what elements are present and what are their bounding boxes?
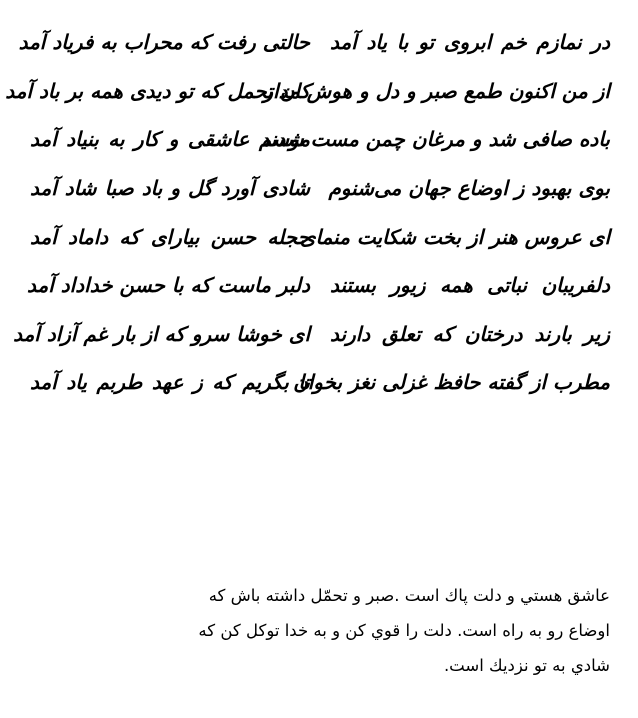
second-hemistich: کان تحمل که تو دیدی همه بر باد آمد [5, 78, 310, 103]
first-hemistich: از من اکنون طمع صبر و دل و هوش مدار [263, 78, 610, 103]
second-hemistich: حالتی رفت که محراب به فریاد آمد [18, 30, 310, 55]
interpretation-text [30, 578, 610, 683]
second-hemistich: تا بگریم که ز عهد طربم یاد آمد [30, 370, 310, 395]
couplet [20, 358, 620, 407]
interpretation-line: اوضاع رو به راه است. دلت را قوي كن و به خدا توكل كن كه [198, 621, 610, 640]
first-hemistich: بوی بهبود ز اوضاع جهان می‌شنوم [328, 176, 610, 201]
interpretation-line: شادي به تو نزديك است. [443, 656, 610, 675]
couplet [20, 18, 620, 67]
second-hemistich: ای خوشا سرو که از بار غم آزاد آمد [13, 321, 310, 346]
first-hemistich: ای عروس هنر از بخت شکایت منمای [299, 224, 610, 249]
couplet [13, 310, 620, 359]
first-hemistich: در نمازم خم ابروی تو با یاد آمد [330, 30, 610, 55]
second-hemistich: شادی آورد گل و باد صبا شاد آمد [30, 176, 310, 201]
couplet [20, 164, 620, 213]
couplet [20, 261, 620, 310]
couplet [20, 115, 620, 164]
first-hemistich: باده صافی شد و مرغان چمن مست شدند [260, 127, 610, 152]
interpretation-line: عاشق هستي و دلت پاك است .صبر و تحمّل داشته باش كه [208, 586, 610, 605]
poem [5, 18, 620, 407]
first-hemistich: دلفریبان نباتی همه زیور بستند [330, 273, 610, 298]
couplet [20, 212, 620, 261]
first-hemistich: مطرب از گفته حافظ غزلی نغز بخوان [293, 370, 610, 395]
second-hemistich: موسم عاشقی و کار به بنیاد آمد [30, 127, 310, 152]
second-hemistich: دلبر ماست که با حسن خداداد آمد [27, 273, 310, 298]
first-hemistich: زیر بارند درختان که تعلق دارند [330, 321, 610, 346]
couplet [5, 67, 620, 116]
second-hemistich: حجله حسن بیارای که داماد آمد [30, 224, 310, 249]
